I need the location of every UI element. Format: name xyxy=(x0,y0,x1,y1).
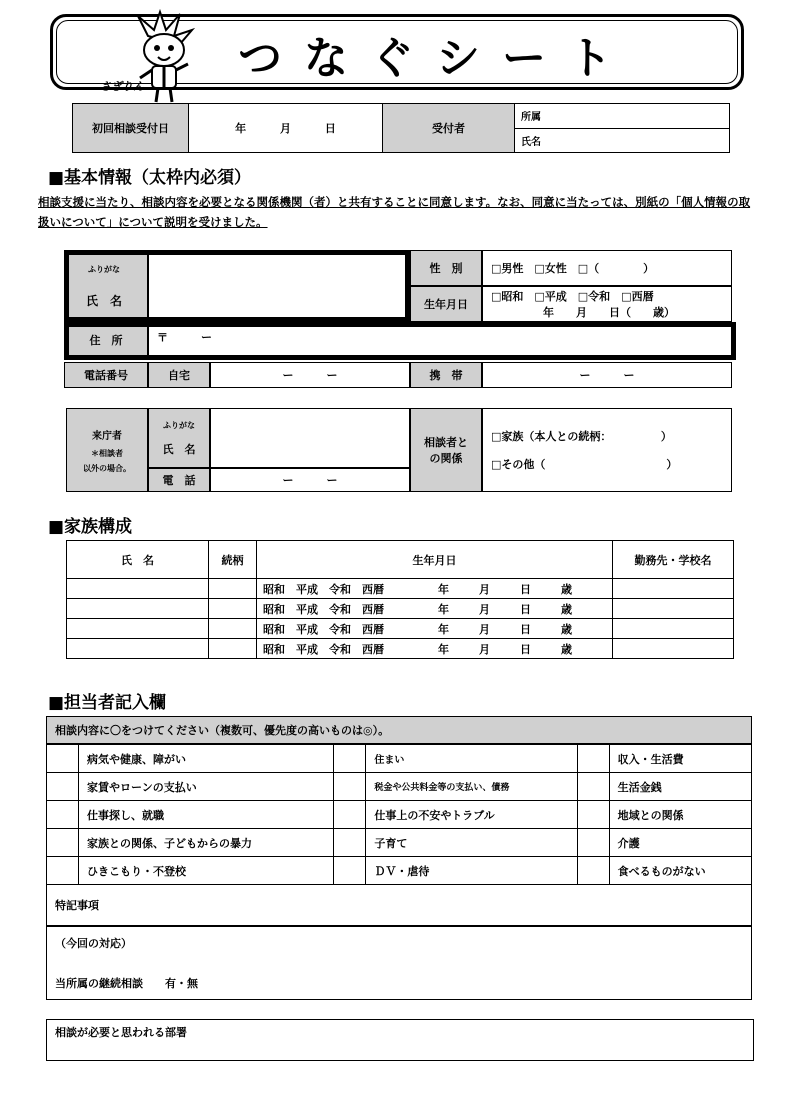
topic-label: 住まい xyxy=(366,745,577,773)
topic-checkbox[interactable] xyxy=(334,745,366,773)
response-label: （今回の対応） xyxy=(55,937,132,950)
page-title: つなぐシート xyxy=(238,33,634,84)
home-phone-label: 自宅 xyxy=(148,362,210,388)
visitor-name-input[interactable] xyxy=(210,408,410,468)
visitor-label: 来庁者 ＊相談者 以外の場合。 xyxy=(66,408,148,492)
topic-checkbox[interactable] xyxy=(577,829,609,857)
topic-label: 病気や健康、障がい xyxy=(79,745,334,773)
continue-consult-label: 当所属の継続相談 有・無 xyxy=(55,977,198,990)
dept-label: 相談が必要と思われる部署 xyxy=(55,1026,187,1039)
response-field[interactable] xyxy=(46,926,752,1000)
consent-text: 相談支援に当たり、相談内容を必要となる関係機関（者）と共有することに同意します。なお、同意に当たっては、別紙の「個人情報の取扱いについて」について説明を受けました。 xyxy=(38,195,751,229)
gender-label: 性 別 xyxy=(410,250,482,286)
receiver-name-field[interactable]: 氏名 xyxy=(515,128,730,153)
topic-checkbox[interactable] xyxy=(334,857,366,885)
address-label: 住 所 xyxy=(64,322,148,358)
name-thick-frame xyxy=(64,250,410,322)
topic-checkbox[interactable] xyxy=(577,801,609,829)
topic-checkbox[interactable] xyxy=(577,745,609,773)
furigana-label: ふりがな xyxy=(88,265,120,274)
family-heading: ■家族構成 xyxy=(48,517,133,537)
family-header-work: 勤務先・学校名 xyxy=(613,541,734,579)
topic-checkbox[interactable] xyxy=(47,773,79,801)
topic-label: 仕事上の不安やトラブル xyxy=(366,801,577,829)
family-row[interactable]: 昭和 平成 令和 西暦 年 月 日 歳 xyxy=(67,639,734,659)
basic-info-heading: ■基本情報（太枠内必須） xyxy=(48,168,252,188)
topic-checkbox[interactable] xyxy=(577,857,609,885)
family-header-name: 氏 名 xyxy=(67,541,209,579)
topic-checkbox[interactable] xyxy=(577,773,609,801)
family-row[interactable]: 昭和 平成 令和 西暦 年 月 日 歳 xyxy=(67,619,734,639)
topic-checkbox[interactable] xyxy=(47,745,79,773)
family-row[interactable]: 昭和 平成 令和 西暦 年 月 日 歳 xyxy=(67,579,734,599)
family-header-relation: 続柄 xyxy=(209,541,257,579)
topic-label: 生活金銭 xyxy=(609,773,751,801)
topic-label: 地域との関係 xyxy=(609,801,751,829)
topic-checkbox[interactable] xyxy=(47,801,79,829)
topic-checkbox[interactable] xyxy=(47,829,79,857)
mobile-input[interactable]: ー ー xyxy=(482,362,732,388)
birth-field[interactable]: □昭和 □平成 □令和 □西暦 年 月 日（ 歳） xyxy=(482,286,732,322)
reception-table xyxy=(72,103,730,153)
topic-instruction: 相談内容に〇をつけてください（複数可、優先度の高いものは◎）。 xyxy=(46,716,752,744)
topic-label: 税金や公共料金等の支払い、債務 xyxy=(366,773,577,801)
mascot-label: さぎりん xyxy=(100,80,144,93)
family-table xyxy=(66,540,734,659)
topic-checkbox[interactable] xyxy=(334,773,366,801)
topic-label: 収入・生活費 xyxy=(609,745,751,773)
phone-label: 電話番号 xyxy=(64,362,148,388)
gender-options[interactable]: □男性 □女性 □（ ） xyxy=(482,250,732,286)
topic-checkbox[interactable] xyxy=(334,829,366,857)
visitor-phone-input[interactable]: ー ー xyxy=(210,468,410,492)
birth-label: 生年月日 xyxy=(410,286,482,322)
topic-label: 食べるものがない xyxy=(609,857,751,885)
relation-label: 相談者と の関係 xyxy=(410,408,482,492)
relation-options[interactable]: □家族（本人との続柄： ） □その他（ ） xyxy=(482,408,732,492)
first-consult-date-field[interactable]: 年 月 日 xyxy=(189,104,383,153)
first-consult-date-label: 初回相談受付日 xyxy=(73,104,189,153)
topic-label: 介護 xyxy=(609,829,751,857)
topic-label: 家族との関係、子どもからの暴力 xyxy=(79,829,334,857)
topic-label: 子育て xyxy=(366,829,577,857)
address-thick-frame xyxy=(64,322,736,360)
visitor-phone-label: 電 話 xyxy=(148,468,210,492)
topic-label: ＤＶ・虐待 xyxy=(366,857,577,885)
topic-label: 家賃やローンの支払い xyxy=(79,773,334,801)
affiliation-field[interactable]: 所属 xyxy=(515,104,730,129)
receiver-label: 受付者 xyxy=(383,104,515,153)
special-notes-label: 特記事項 xyxy=(46,884,752,926)
visitor-name-label: ふりがな 氏 名 xyxy=(148,408,210,468)
topic-checkbox[interactable] xyxy=(47,857,79,885)
staff-heading: ■担当者記入欄 xyxy=(48,693,167,713)
mobile-label: 携 帯 xyxy=(410,362,482,388)
home-phone-input[interactable]: ー ー xyxy=(210,362,410,388)
family-header-birth: 生年月日 xyxy=(257,541,613,579)
family-row[interactable]: 昭和 平成 令和 西暦 年 月 日 歳 xyxy=(67,599,734,619)
dept-field[interactable] xyxy=(46,1019,754,1061)
name-label: 氏 名 xyxy=(86,294,123,308)
topics-table xyxy=(46,744,752,885)
topic-label: 仕事探し、就職 xyxy=(79,801,334,829)
topic-checkbox[interactable] xyxy=(334,801,366,829)
topic-label: ひきこもり・不登校 xyxy=(79,857,334,885)
address-input[interactable]: 〒 ー xyxy=(148,322,732,358)
